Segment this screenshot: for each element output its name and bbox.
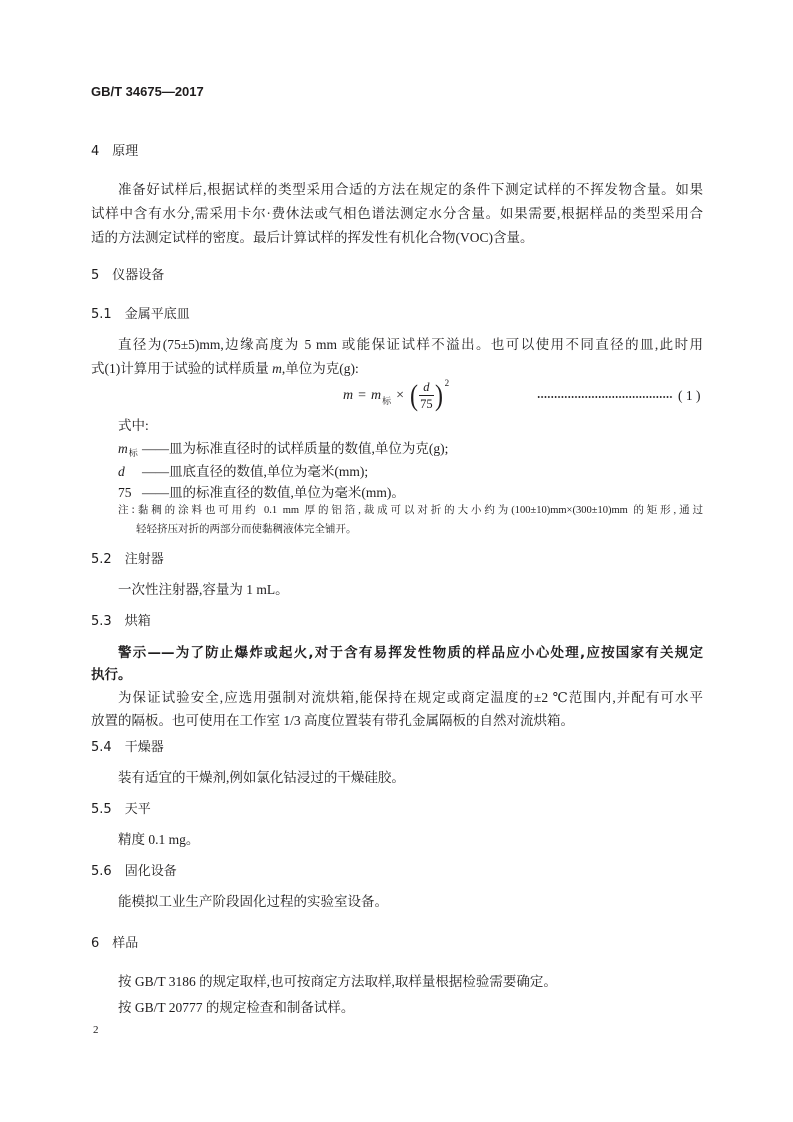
where-row-d	[118, 461, 703, 482]
clause-5-3-heading	[91, 614, 151, 630]
clause-title: 原理	[112, 144, 139, 159]
clause-5-2-heading	[91, 552, 164, 568]
formula-close-paren: )	[434, 379, 443, 412]
where-symbol	[118, 438, 142, 461]
clause-title: 注射器	[124, 552, 164, 567]
formula-times-sign: ×	[396, 388, 405, 403]
clause-number: 6	[91, 936, 100, 951]
formula-lhs-variable: m	[343, 388, 354, 403]
clause-5-2-paragraph	[91, 578, 703, 602]
where-description: ——皿为标准直径时的试样质量的数值,单位为克(g);	[142, 441, 449, 456]
clause-title: 干燥器	[124, 740, 164, 755]
variable-m: m	[272, 361, 282, 376]
text-line: 一次性注射器,容量为 1 mL。	[118, 582, 289, 597]
formula-subscript: 标	[382, 395, 392, 406]
text-line: 准备好试样后,根据试样的类型采用合适的方法在规定的条件下测定试样的不挥发物含量。如果	[118, 182, 703, 197]
equation-number: ( 1 )	[678, 388, 701, 403]
clause-title: 天平	[124, 802, 151, 817]
note-label: 注:	[118, 504, 135, 516]
text-line: 放置的隔板。也可使用在工作室 1/3 高度位置装有带孔金属隔板的自然对流烘箱。	[91, 713, 574, 728]
formula-exponent: 2	[444, 378, 450, 388]
text-line: 能模拟工业生产阶段固化过程的实验室设备。	[118, 894, 388, 909]
clause-5-4-heading	[91, 740, 164, 756]
clause-number: 5.1	[91, 307, 112, 322]
clause-4-paragraph	[91, 178, 703, 250]
clause-title: 仪器设备	[112, 268, 165, 283]
formula-fraction	[420, 381, 433, 411]
clause-title: 金属平底皿	[124, 307, 190, 322]
clause-5-heading	[91, 268, 164, 284]
symbol-subscript: 标	[128, 448, 138, 458]
clause-title: 固化设备	[124, 864, 177, 879]
clause-4-heading	[91, 144, 138, 160]
text-segment: 式(1)计算用于试验的试样质量	[91, 361, 273, 376]
symbol-m: m	[118, 441, 128, 456]
clause-title: 样品	[112, 936, 139, 951]
clause-number: 5	[91, 268, 100, 283]
clause-6-paragraph-1	[91, 970, 703, 994]
text-segment: ,单位为克(g):	[281, 361, 359, 376]
fraction-denominator: 75	[420, 397, 433, 411]
formula-rhs-variable: m	[371, 388, 382, 403]
clause-5-6-heading	[91, 864, 177, 880]
symbol-d: d	[118, 464, 125, 479]
where-list	[118, 438, 703, 503]
clause-5-1-heading	[91, 307, 190, 323]
standard-code-header: GB/T 34675—2017	[91, 84, 204, 99]
warning-line: 警示——为了防止爆炸或起火,对于含有易挥发性物质的样品应小心处理,应按国家有关规定	[118, 645, 703, 661]
clause-number: 5.5	[91, 802, 112, 817]
clause-number: 5.3	[91, 614, 112, 629]
clause-5-5-heading	[91, 802, 151, 818]
text-line: 按 GB/T 20777 的规定检查和制备试样。	[118, 1000, 355, 1015]
clause-5-4-paragraph	[91, 766, 703, 790]
where-row-m	[118, 438, 703, 461]
clause-5-3-paragraph	[91, 686, 703, 732]
note-line: 轻轻挤压对折的两部分而使黏稠液体完全铺开。	[136, 524, 357, 535]
formula-dot-leader	[537, 396, 673, 398]
safety-warning	[91, 642, 703, 686]
text-line: 装有适宜的干燥剂,例如氯化钴浸过的干燥硅胶。	[118, 770, 405, 785]
clause-5-1-paragraph	[91, 333, 703, 381]
note-line	[118, 501, 703, 520]
clause-number: 5.2	[91, 552, 112, 567]
text-line: 为保证试验安全,应选用强制对流烘箱,能保持在规定或商定温度的±2 ℃范围内,并配有可水平	[118, 690, 703, 705]
where-label: 式中:	[118, 418, 149, 433]
clause-5-5-paragraph	[91, 828, 703, 852]
where-row-75	[118, 482, 703, 503]
note-text: 黏稠的涂料也可用约 0.1 mm 厚的铝箔,裁成可以对折的大小约为(100±10)mm×(300±10)mm 的矩形,通过	[134, 505, 703, 516]
formula-open-paren: (	[410, 379, 419, 412]
warning-line: 执行。	[91, 667, 132, 683]
clause-6-paragraph-2	[91, 996, 703, 1020]
where-description: ——皿底直径的数值,单位为毫米(mm);	[142, 464, 369, 479]
text-line: 直径为(75±5)mm,边缘高度为 5 mm 或能保证试样不溢出。也可以使用不同直径的皿,此时用	[118, 337, 703, 352]
clause-5-6-paragraph	[91, 890, 703, 914]
clause-number: 5.4	[91, 740, 112, 755]
fraction-numerator: d	[419, 381, 434, 396]
formula-equals-sign: =	[358, 388, 367, 403]
note	[118, 501, 703, 539]
page-number: 2	[93, 1024, 99, 1036]
text-line: 试样中含有水分,需采用卡尔·费休法或气相色谱法测定水分含量。如果需要,根据样品的类型采用合	[91, 206, 703, 221]
symbol-75: 75	[118, 485, 132, 500]
text-line: 适的方法测定试样的密度。最后计算试样的挥发性有机化合物(VOC)含量。	[91, 230, 534, 245]
clause-number: 5.6	[91, 864, 112, 879]
clause-title: 烘箱	[124, 614, 151, 629]
formula-1	[343, 376, 449, 416]
text-line: 按 GB/T 3186 的规定取样,也可按商定方法取样,取样量根据检验需要确定。	[118, 974, 557, 989]
clause-number: 4	[91, 144, 100, 159]
clause-6-heading	[91, 936, 138, 952]
text-line: 精度 0.1 mg。	[118, 832, 200, 847]
where-description: ——皿的标准直径的数值,单位为毫米(mm)。	[142, 485, 405, 500]
